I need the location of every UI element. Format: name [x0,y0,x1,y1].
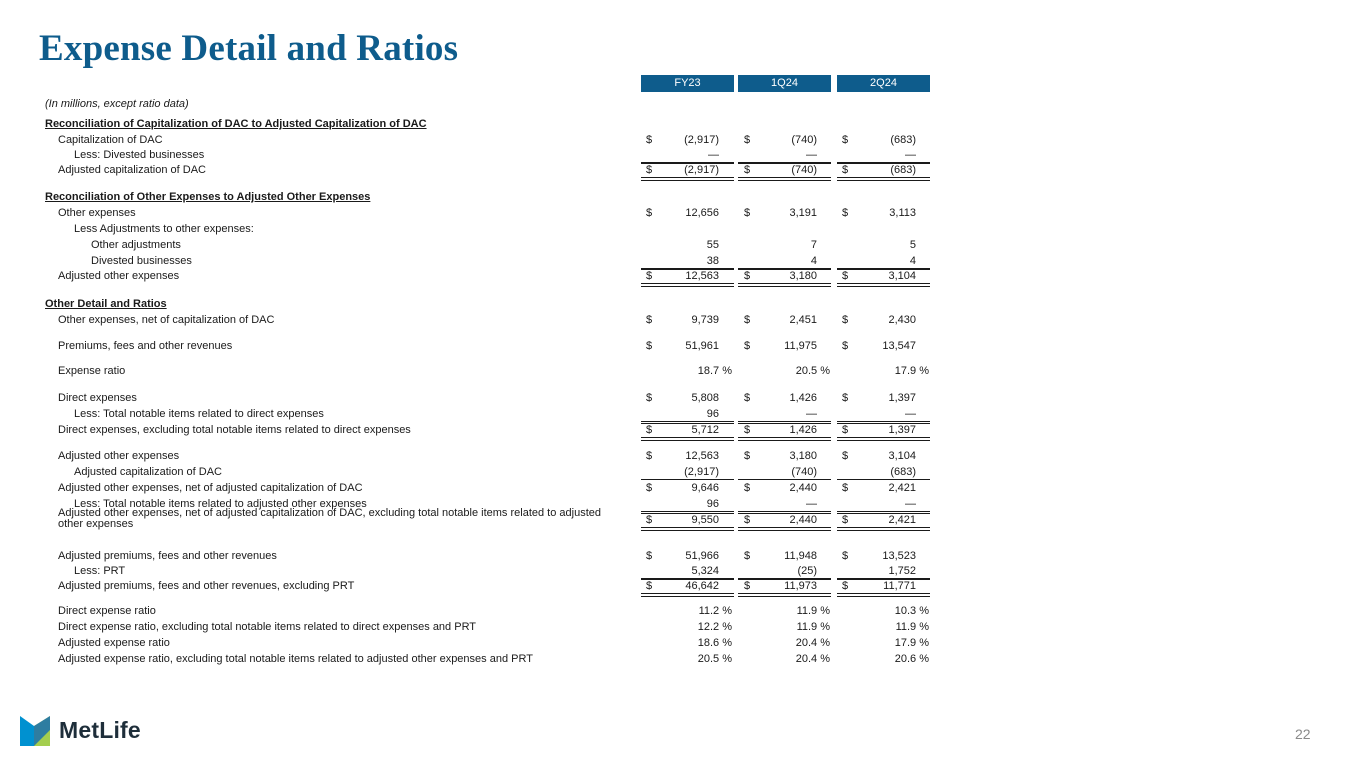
subtotal-rule [641,163,734,164]
subtotal-rule [837,511,930,512]
row-label: Direct expense ratio, excluding total notable items related to direct expenses and PRT [58,621,477,633]
subtotal-rule [641,423,734,424]
cell-value: 18.7 % [697,365,732,377]
currency-symbol: $ [842,482,849,494]
cell-value: 46,642 [685,580,719,592]
row-label: Direct expenses, excluding total notable items related to direct expenses [58,424,411,436]
cell-value: 1,426 [789,424,817,436]
cell-value: 11,771 [883,580,916,592]
cell-value: (2,917) [684,466,719,478]
currency-symbol: $ [646,340,653,352]
currency-symbol: $ [842,580,849,592]
currency-symbol: $ [842,550,849,562]
column-header-1q24: 1Q24 [738,75,831,92]
currency-symbol: $ [744,207,751,219]
currency-symbol: $ [842,514,849,526]
cell-value: 12,656 [685,207,719,219]
subtotal-rule [738,479,831,480]
total-double-rule [738,283,831,287]
currency-symbol: $ [842,134,849,146]
currency-symbol: $ [842,392,849,404]
currency-symbol: $ [744,270,751,282]
currency-symbol: $ [646,550,653,562]
cell-value: 1,426 [789,392,817,404]
currency-symbol: $ [646,207,653,219]
total-double-rule [641,283,734,287]
cell-value: 2,421 [888,514,916,526]
row-label: Direct expenses [58,392,137,404]
cell-value: 13,547 [882,340,916,352]
cell-value: 5 [909,239,916,251]
row-label: Capitalization of DAC [58,134,163,146]
total-double-rule [641,527,734,531]
row-label: Adjusted other expenses, net of adjusted capitalization of DAC [58,482,363,494]
cell-value: 5,324 [691,565,719,577]
cell-value: 9,646 [691,482,719,494]
cell-value: (740) [791,134,817,146]
cell-value: 12.2 % [697,621,732,633]
subtotal-rule [837,479,930,480]
currency-symbol: $ [646,164,653,176]
cell-value: 1,397 [888,392,916,404]
total-double-rule [837,527,930,531]
cell-value: 5,808 [691,392,719,404]
total-double-rule [837,437,930,441]
currency-symbol: $ [646,482,653,494]
total-double-rule [837,593,930,597]
page-number: 22 [1295,726,1311,742]
cell-value: 3,113 [889,207,916,219]
table-subtitle: (In millions, except ratio data) [45,98,189,110]
cell-value: 3,104 [888,450,916,462]
cell-value: 3,104 [888,270,916,282]
cell-value: (683) [890,466,916,478]
cell-value: 51,966 [685,550,719,562]
currency-symbol: $ [744,450,751,462]
cell-value: 2,430 [888,314,916,326]
subtotal-rule [837,579,930,580]
currency-symbol: $ [646,314,653,326]
row-label: Adjusted expense ratio [58,637,170,649]
cell-value: 17.9 % [894,365,929,377]
cell-value: (740) [791,164,817,176]
total-double-rule [738,437,831,441]
total-double-rule [641,437,734,441]
cell-value: 13,523 [882,550,916,562]
row-label: Expense ratio [58,365,126,377]
currency-symbol: $ [744,482,751,494]
cell-value: 11,948 [784,550,817,562]
cell-value: — [806,408,817,420]
cell-value: — [806,498,817,510]
subtotal-rule [738,579,831,580]
cell-value: 20.4 % [795,653,830,665]
currency-symbol: $ [646,514,653,526]
cell-value: 1,752 [888,565,916,577]
currency-symbol: $ [842,340,849,352]
total-double-rule [738,593,831,597]
cell-value: 9,550 [691,514,719,526]
cell-value: 12,563 [685,450,719,462]
row-label: Direct expense ratio [58,605,156,617]
subtotal-rule [738,513,831,514]
logo-text: MetLife [59,717,141,743]
currency-symbol: $ [744,340,751,352]
currency-symbol: $ [744,134,751,146]
cell-value: 96 [706,408,719,420]
page-title: Expense Detail and Ratios [39,28,459,69]
row-label: Adjusted other expenses [58,450,180,462]
subtotal-rule [738,423,831,424]
section-heading: Reconciliation of Other Expenses to Adjusted Other Expenses [45,191,371,203]
cell-value: 2,440 [789,514,817,526]
currency-symbol: $ [842,424,849,436]
cell-value: (683) [890,164,916,176]
row-label: Other adjustments [91,239,181,251]
subtotal-rule [738,163,831,164]
cell-value: 2,440 [789,482,817,494]
currency-symbol: $ [646,134,653,146]
cell-value: 4 [909,255,916,267]
section-heading: Reconciliation of Capitalization of DAC to Adjusted Capitalization of DAC [45,118,427,130]
total-double-rule [641,177,734,181]
cell-value: 11.2 % [698,605,732,617]
currency-symbol: $ [646,580,653,592]
cell-value: 4 [810,255,817,267]
cell-value: 7 [810,239,817,251]
subtotal-rule [641,511,734,512]
cell-value: — [708,149,719,161]
cell-value: 11.9 % [895,621,929,633]
cell-value: — [806,149,817,161]
subtotal-rule [738,511,831,512]
cell-value: — [905,408,916,420]
cell-value: — [905,149,916,161]
cell-value: 3,180 [789,270,817,282]
subtotal-rule [641,479,734,480]
total-double-rule [738,527,831,531]
row-label: Other expenses, net of capitalization of DAC [58,314,275,326]
currency-symbol: $ [744,164,751,176]
subtotal-rule [641,421,734,422]
row-label: Adjusted capitalization of DAC [58,164,206,176]
row-label: Adjusted premiums, fees and other revenues, excluding PRT [58,580,355,592]
row-label: Adjusted other expenses, net of adjusted capitalization of DAC, excluding total notable items related to adjusted other expenses [58,507,602,530]
row-label: Adjusted capitalization of DAC [74,466,222,478]
cell-value: 18.6 % [697,637,732,649]
total-double-rule [738,177,831,181]
cell-value: 12,563 [685,270,719,282]
column-header-fy23: FY23 [641,75,734,92]
row-label: Less Adjustments to other expenses: [74,223,254,235]
currency-symbol: $ [744,580,751,592]
cell-value: 11,975 [784,340,817,352]
cell-value: 20.4 % [795,637,830,649]
currency-symbol: $ [744,392,751,404]
cell-value: 20.5 % [697,653,732,665]
total-double-rule [641,593,734,597]
row-label: Adjusted premiums, fees and other revenues [58,550,277,562]
cell-value: 5,712 [691,424,719,436]
row-label: Less: PRT [74,565,126,577]
cell-value: — [905,498,916,510]
subtotal-rule [738,269,831,270]
currency-symbol: $ [842,270,849,282]
row-label: Adjusted expense ratio, excluding total notable items related to adjusted other expenses and PRT [58,653,533,665]
row-label: Premiums, fees and other revenues [58,340,233,352]
row-label: Other expenses [58,207,136,219]
currency-symbol: $ [842,314,849,326]
cell-value: 20.5 % [795,365,830,377]
cell-value: 1,397 [888,424,916,436]
cell-value: (25) [797,565,817,577]
currency-symbol: $ [646,270,653,282]
cell-value: 2,451 [789,314,817,326]
cell-value: 20.6 % [894,653,929,665]
row-label: Less: Total notable items related to adjusted other expenses [74,498,367,510]
currency-symbol: $ [744,514,751,526]
cell-value: 3,191 [789,207,817,219]
section-heading: Other Detail and Ratios [45,298,167,310]
subtotal-rule [837,423,930,424]
currency-symbol: $ [842,450,849,462]
cell-value: 55 [706,239,719,251]
currency-symbol: $ [646,424,653,436]
subtotal-rule [837,513,930,514]
subtotal-rule [837,163,930,164]
cell-value: 2,421 [888,482,916,494]
cell-value: 96 [706,498,719,510]
cell-value: 3,180 [789,450,817,462]
row-label: Adjusted other expenses [58,270,180,282]
cell-value: (740) [791,466,817,478]
cell-value: 11.9 % [796,605,830,617]
currency-symbol: $ [744,314,751,326]
total-double-rule [837,177,930,181]
currency-symbol: $ [744,550,751,562]
currency-symbol: $ [646,450,653,462]
currency-symbol: $ [842,164,849,176]
subtotal-rule [837,421,930,422]
subtotal-rule [641,269,734,270]
subtotal-rule [738,421,831,422]
cell-value: (683) [890,134,916,146]
subtotal-rule [641,513,734,514]
cell-value: 11.9 % [796,621,830,633]
total-double-rule [837,283,930,287]
cell-value: 11,973 [784,580,817,592]
currency-symbol: $ [646,392,653,404]
column-header-2q24: 2Q24 [837,75,930,92]
cell-value: 10.3 % [894,605,929,617]
cell-value: 51,961 [685,340,719,352]
row-label: Less: Total notable items related to direct expenses [74,408,324,420]
subtotal-rule [837,269,930,270]
row-label: Less: Divested businesses [74,149,205,161]
row-label: Divested businesses [91,255,192,267]
currency-symbol: $ [842,207,849,219]
cell-value: 9,739 [691,314,719,326]
cell-value: (2,917) [684,164,719,176]
cell-value: (2,917) [684,134,719,146]
cell-value: 17.9 % [894,637,929,649]
subtotal-rule [641,579,734,580]
cell-value: 38 [706,255,719,267]
currency-symbol: $ [744,424,751,436]
